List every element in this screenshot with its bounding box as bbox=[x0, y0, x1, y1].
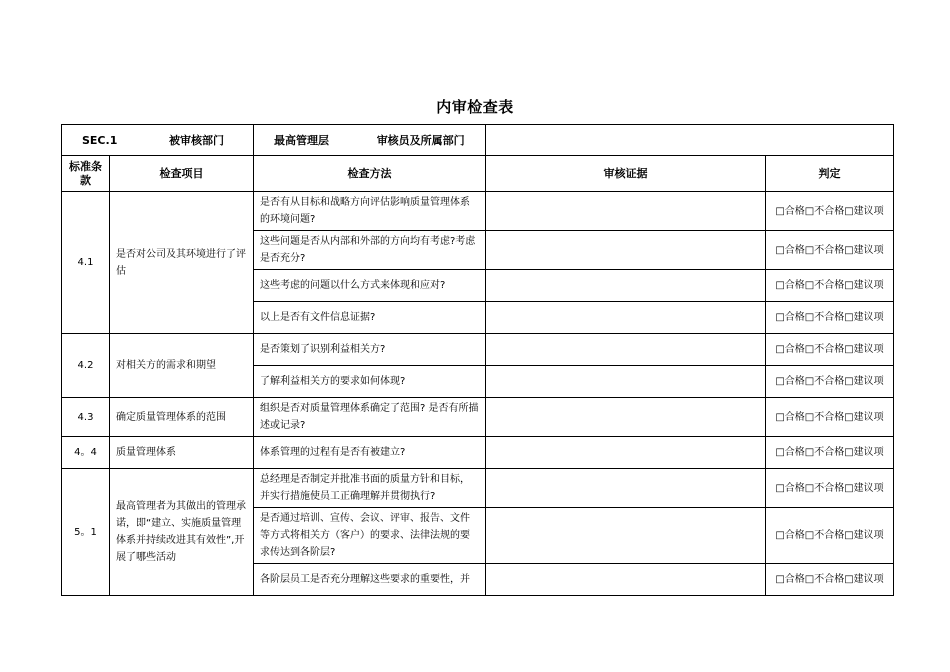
evidence-cell[interactable] bbox=[486, 469, 766, 508]
audit-checklist-table bbox=[61, 124, 894, 596]
evidence-cell[interactable] bbox=[486, 334, 766, 366]
verdict-checkboxes[interactable]: □合格□不合格□建议项 bbox=[766, 334, 894, 366]
method-cell: 以上是否有文件信息证据? bbox=[254, 302, 486, 334]
verdict-checkboxes[interactable]: □合格□不合格□建议项 bbox=[766, 508, 894, 564]
verdict-checkboxes[interactable]: □合格□不合格□建议项 bbox=[766, 366, 894, 398]
page-title: 内审检查表 bbox=[436, 98, 514, 116]
verdict-checkboxes[interactable]: □合格□不合格□建议项 bbox=[766, 192, 894, 231]
item-cell: 是否对公司及其环境进行了评估 bbox=[110, 192, 254, 334]
item-cell: 最高管理者为其做出的管理承诺，即“建立、实施质量管理体系并持续改进其有效性”,开展了哪些活动 bbox=[110, 469, 254, 596]
method-cell: 体系管理的过程有是否有被建立? bbox=[254, 437, 486, 469]
method-cell: 各阶层员工是否充分理解这些要求的重要性，并 bbox=[254, 564, 486, 596]
verdict-checkboxes[interactable]: □合格□不合格□建议项 bbox=[766, 564, 894, 596]
evidence-cell[interactable] bbox=[486, 270, 766, 302]
item-cell: 质量管理体系 bbox=[110, 437, 254, 469]
method-cell: 组织是否对质量管理体系确定了范围? 是否有所描述或记录? bbox=[254, 398, 486, 437]
evidence-cell[interactable] bbox=[486, 192, 766, 231]
col-evidence: 审核证据 bbox=[486, 156, 766, 192]
mgmt-label: 最高管理层 bbox=[274, 133, 329, 147]
evidence-cell[interactable] bbox=[486, 302, 766, 334]
method-cell: 这些问题是否从内部和外部的方向均有考虑?考虑是否充分? bbox=[254, 231, 486, 270]
verdict-checkboxes[interactable]: □合格□不合格□建议项 bbox=[766, 469, 894, 508]
method-cell: 总经理是否制定并批准书面的质量方针和目标，并实行措施使员工正确理解并贯彻执行? bbox=[254, 469, 486, 508]
col-verdict: 判定 bbox=[766, 156, 894, 192]
table-row bbox=[62, 334, 894, 366]
clause-cell: 4。4 bbox=[62, 437, 110, 469]
evidence-cell[interactable] bbox=[486, 231, 766, 270]
method-cell: 了解利益相关方的要求如何体现? bbox=[254, 366, 486, 398]
sec-cell bbox=[62, 125, 254, 156]
auditor-value-cell[interactable] bbox=[486, 125, 894, 156]
clause-cell: 4.1 bbox=[62, 192, 110, 334]
evidence-cell[interactable] bbox=[486, 564, 766, 596]
method-cell: 是否策划了识别利益相关方? bbox=[254, 334, 486, 366]
verdict-checkboxes[interactable]: □合格□不合格□建议项 bbox=[766, 231, 894, 270]
column-header-row bbox=[62, 156, 894, 192]
clause-cell: 5。1 bbox=[62, 469, 110, 596]
table-row bbox=[62, 398, 894, 437]
method-cell: 是否通过培训、宣传、会议、评审、报告、文件等方式将相关方（客户）的要求、法律法规的要求传达到各阶层? bbox=[254, 508, 486, 564]
verdict-checkboxes[interactable]: □合格□不合格□建议项 bbox=[766, 398, 894, 437]
table-row bbox=[62, 192, 894, 231]
col-method: 检查方法 bbox=[254, 156, 486, 192]
table-row bbox=[62, 469, 894, 508]
table-row bbox=[62, 437, 894, 469]
auditor-label: 审核员及所属部门 bbox=[376, 133, 465, 147]
mgmt-cell bbox=[254, 125, 486, 156]
verdict-checkboxes[interactable]: □合格□不合格□建议项 bbox=[766, 302, 894, 334]
header-row bbox=[62, 125, 894, 156]
clause-cell: 4.3 bbox=[62, 398, 110, 437]
item-cell: 确定质量管理体系的范围 bbox=[110, 398, 254, 437]
col-clause: 标准条款 bbox=[62, 156, 110, 192]
item-cell: 对相关方的需求和期望 bbox=[110, 334, 254, 398]
method-cell: 是否有从目标和战略方向评估影响质量管理体系的环境问题? bbox=[254, 192, 486, 231]
evidence-cell[interactable] bbox=[486, 398, 766, 437]
sec-label: SEC.1 bbox=[82, 133, 118, 147]
dept-label: 被审核部门 bbox=[169, 133, 225, 147]
verdict-checkboxes[interactable]: □合格□不合格□建议项 bbox=[766, 270, 894, 302]
evidence-cell[interactable] bbox=[486, 366, 766, 398]
evidence-cell[interactable] bbox=[486, 437, 766, 469]
verdict-checkboxes[interactable]: □合格□不合格□建议项 bbox=[766, 437, 894, 469]
evidence-cell[interactable] bbox=[486, 508, 766, 564]
clause-cell: 4.2 bbox=[62, 334, 110, 398]
col-item: 检查项目 bbox=[110, 156, 254, 192]
method-cell: 这些考虑的问题以什么方式来体现和应对? bbox=[254, 270, 486, 302]
